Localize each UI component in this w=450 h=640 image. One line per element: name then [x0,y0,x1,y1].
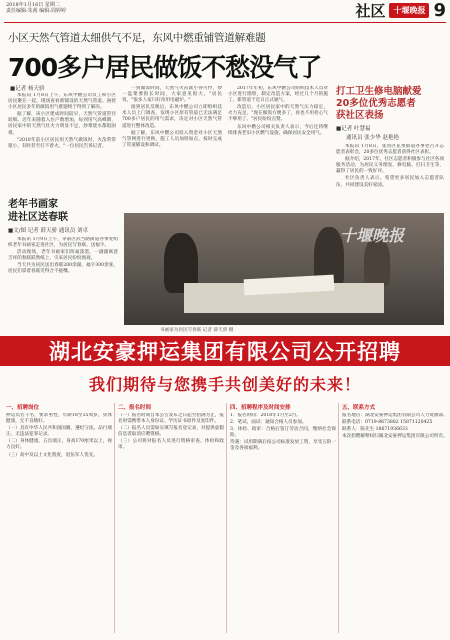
ad-divider [338,403,339,633]
article-subheadline: 小区天然气管道太细供气不足，东风中燃重铺管道解难题 [8,32,266,44]
paragraph: 待遇：试用期满后按公司标准发放工资，享受五险一金及各项福利。 [230,440,336,452]
paragraph: 本报讯 1月8日，张湾区花果街道办事处召开志愿者表彰会，20多位优秀志愿者获得社区表彰。 [336,144,444,156]
side-article-volunteers [336,86,444,211]
masthead [355,0,446,20]
paragraph: （三）高中及以上文化程度，退伍军人优先。 [6,452,98,458]
paragraph: （一）具有中华人民共和国国籍，遵纪守法，品行端正，无违法犯罪记录。 [6,426,112,438]
paragraph: 社区负责人表示，希望更多居民加入志愿者队伍，共同建设美好家园。 [336,176,444,188]
side-article-byline: ■文/图 记者 薛天骄 通讯员 刘卓 [8,228,89,234]
title-line: 老年书画家 [8,199,58,210]
article-column-3 [228,86,328,211]
paragraph: 本报讯 1月9日上午，茅箭区武当路街道办事处组织老年书画家走进社区，为居民写春联、送福字。 [8,237,118,249]
newspaper-logo: 十堰晚报 [389,3,429,18]
side-article-byline: ■记者 叶慧福 [336,126,371,132]
section-name: 社区 [355,1,386,20]
side-article-title [336,86,444,122]
page-number: 9 [433,0,446,21]
ad-column-1 [6,403,112,635]
paragraph: 联系人：陈先生 18671936633 [342,427,408,433]
ad-column-2 [118,403,224,635]
side-article-body [8,237,118,329]
ad-section-heading: 四、招聘程序及时间安排 [230,405,291,411]
ad-section-heading: 五、联系方式 [342,405,376,411]
header-rule [4,22,446,23]
paragraph: 1．报名时间：2018年1月至2月。 [230,413,301,418]
paragraph: （二）报名人员需如实填写报名登记表，对提供虚假信息者取消应聘资格。 [118,426,224,438]
paragraph: 报名地点：湖北安豪押运集团有限公司人力资源部。 [342,413,448,418]
ad-section-heading: 二、报名时间 [118,405,152,411]
paragraph: 据了解，该小区建成时间较早，天然气管道管径较细。近年来随着入住户数增加，每到用气高峰期，居民家中的天然气灶火力明显不足，炒菜烧水都很困难。 [8,112,116,136]
paragraph: 3．体检、政审：合格后签订劳动合同，缴纳社会保险。 [230,427,336,439]
paragraph: 押运员若干名，要求男性，年龄18至35周岁，身体健康，无不良嗜好。 [6,413,112,425]
news-photo [124,213,444,325]
paragraph: （一）报名时间自本公告发布之日起至招满为止，报名时需携带本人身份证、学历证书原件及复印件。 [118,413,224,425]
side-article-calligraphers [8,198,118,330]
paragraph: 一到做饭时间，天然气火苗就小得可怜，炒一盘菜要很长时间，大家意见很大。"居民说，"很多人家只好改用电磁炉。" [122,86,222,104]
title-line: 20多位优秀志愿者 [336,98,416,109]
ad-column-body [118,413,224,453]
paragraph: "2018年前小区居民用天然气做饭时，火苗常常很小，有时甚至打不着火。"一位居民告诉记者。 [8,137,116,149]
article-headline: 700多户居民做饭不愁没气了 [8,53,322,82]
paragraph: （二）身体健康，五官端正，身高170厘米以上，视力良好。 [6,439,112,451]
paragraph: 当天共为居民送出春联200余副、福字300余张，居民们拿着春联笑得合不拢嘴。 [8,263,118,275]
ad-column-3 [230,403,336,635]
photo-caption: 书画家为居民写春联 记者 薛天骄 摄 [160,328,234,333]
title-line: 进社区送春联 [8,212,68,223]
article-column-1 [8,93,116,193]
paragraph: （三）公司将对报名人员进行资格审查、体检和政审。 [118,439,224,451]
ad-divider [226,403,227,633]
photo-watermark: 十堰晚报 [339,226,404,245]
paragraph: 改造后，小区居民家中的天然气压力稳定，火力充足。"现在做饭方便多了，再也不用担心气不够用了。"居民纷纷点赞。 [228,105,328,123]
side-article-title [8,198,118,224]
ad-column-body [230,413,336,454]
article-column-2 [122,86,222,211]
ad-divider [114,403,115,633]
ad-column-body [342,413,448,441]
title-line: 获社区表扬 [336,110,384,121]
edition-line: 责任编辑:朱茜 编辑:周婷婷 [6,8,66,14]
ad-column-4 [342,403,448,635]
side-article-body [336,144,444,212]
recruitment-banner: 湖北安豪押运集团有限公司公开招聘 [0,336,450,366]
recruitment-slogan: 我们期待与您携手共创美好的未来！ [88,375,361,394]
date-line: 2018年1月16日 星期二 [6,2,60,8]
article-byline: ■记者 杨天骄 [10,86,45,92]
paragraph: 东风中燃公司相关负责人表示，今后还将继续排查老旧小区燃气设施，确保居民安全用气。 [228,124,328,136]
ad-column-body [6,413,112,460]
paragraph: 2．笔试、面试：通知合格人员参加。 [230,420,307,426]
paragraph: 2017年年初，东风中燃公司组织技术人员对小区进行勘察，制定改造方案，经过几个月的施工，新管道于近日正式通气。 [228,86,328,104]
paragraph: 据了解，东风中燃公司投入资金对小区天然气管网进行更换，施工人员加班加点，按时完成了管道铺设和调试。 [122,130,222,148]
paragraph: 本报讯 1月8日上午，东风中燃公司员工和小区居民聚在一起，现场查看新铺设的天然气管道。困扰小区居民多年的做饭用气难题终于得到了解决。 [8,93,116,111]
side-article-byline-2: 通讯员 张少华 赵艳艳 [346,135,399,141]
paragraph: 联系电话：0719-8673882 15871120425 [342,420,433,426]
ad-section-heading: 一、招聘岗位 [6,405,40,411]
paragraph: 据介绍，2017年，社区志愿者积极参与社区各项服务活动，为居民义务理发、修电脑、打扫卫生等，赢得了居民的一致好评。 [336,157,444,175]
paragraph: 活动现场，老年书画家们挥毫泼墨，一副副寓意吉祥的春联跃然纸上，引来居民纷纷围观。 [8,250,118,262]
masthead-meta [6,2,126,14]
paragraph: 本次招聘解释权归湖北安豪押运集团有限公司所有。 [342,434,448,440]
paragraph: 接到居民反映后，东风中燃公司立即组织技术人员上门调查，发现小区原有管道已无法满足700多户居民的用气需求，决定对小区天然气管道进行整体改造。 [122,105,222,129]
title-line: 打工卫生修电脑献爱 [336,86,422,97]
